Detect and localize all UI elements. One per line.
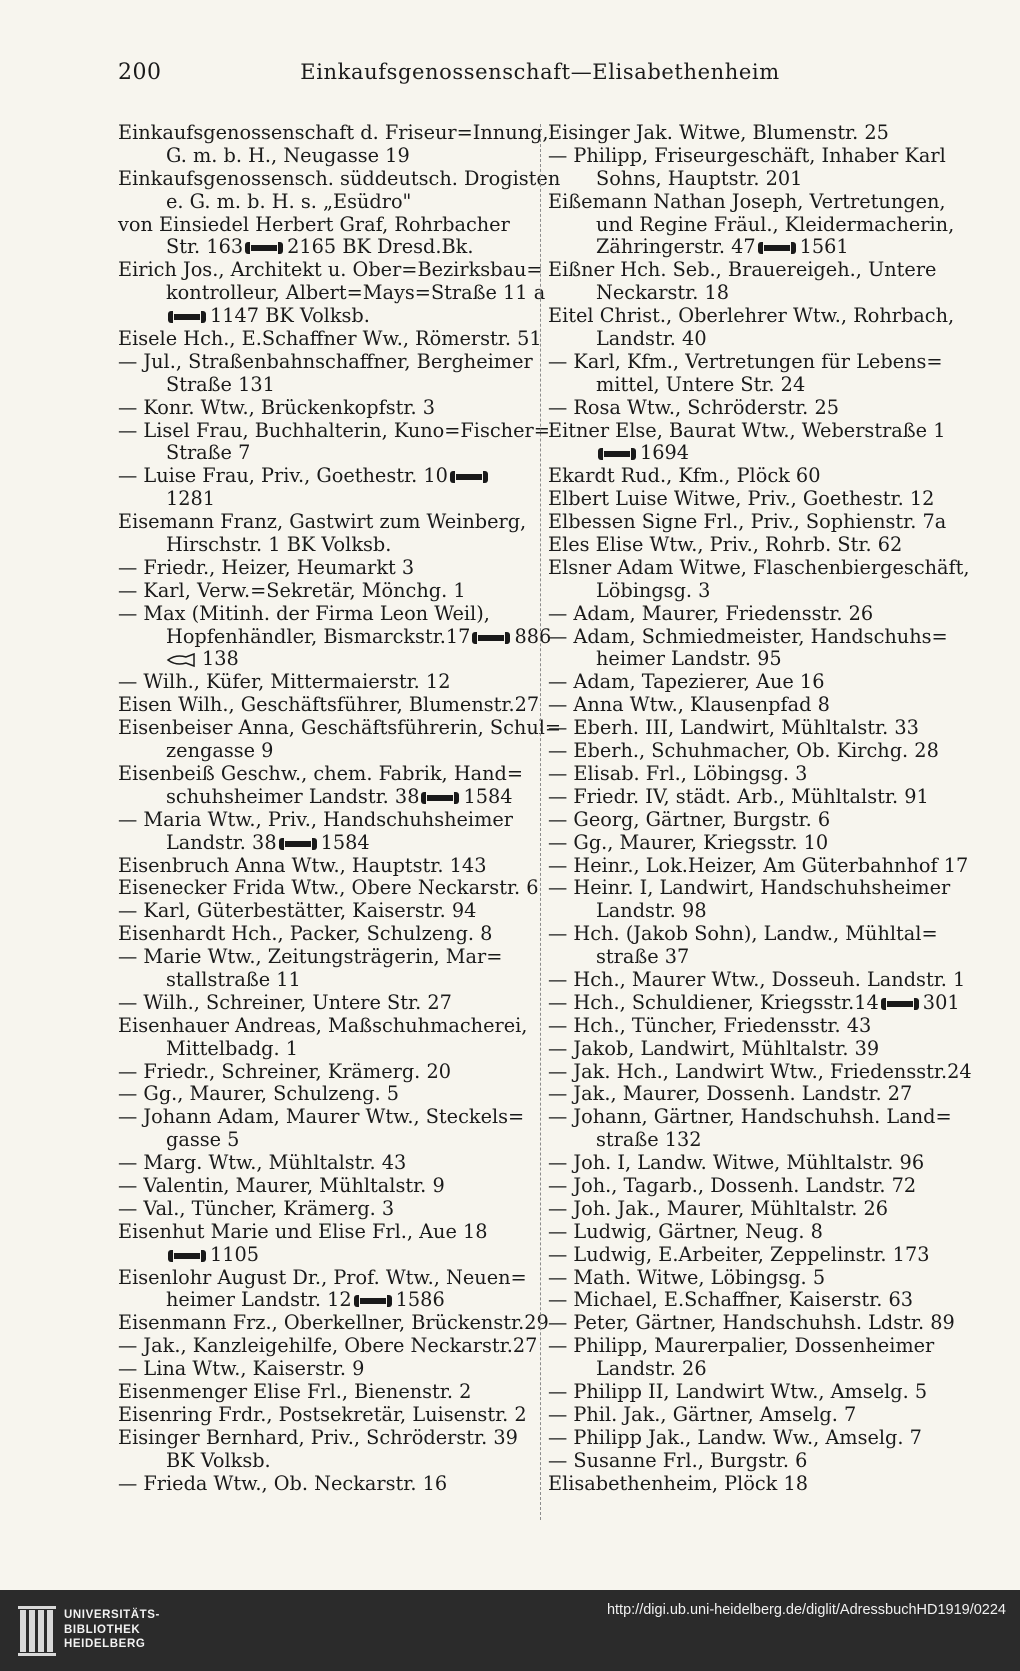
directory-entry-line [118,191,530,214]
entry-text: zengasse 9 [166,739,274,763]
entry-text: heimer Landstr. 12 [166,1288,352,1312]
directory-entry-line [118,534,530,557]
directory-entry-line [548,786,960,809]
entry-text: — Hch. (Jakob Sohn), Landw., Mühltal= [548,922,938,946]
entry-text: Elisabethenheim, Plöck 18 [548,1471,808,1495]
entry-text: — Karl, Güterbestätter, Kaiserstr. 94 [118,899,477,923]
directory-entry-line [118,716,562,740]
phone-number: 1584 [463,784,513,808]
directory-entry-line [548,191,960,214]
phone-number: 1584 [320,830,370,854]
entry-text: — Georg, Gärtner, Burgstr. 6 [548,807,831,831]
directory-entry-line [118,1015,530,1038]
directory-entry-line [118,145,530,168]
directory-entry-line [548,397,960,420]
directory-entry-line [548,305,960,328]
directory-entry-line [118,511,530,534]
directory-entry-line [548,1450,960,1473]
entry-text: — Michael, E.Schaffner, Kaiserstr. 63 [548,1288,913,1312]
telephone-icon [421,792,459,804]
entry-text: Eisemann Franz, Gastwirt zum Weinberg, [118,510,527,534]
directory-entry-line [118,1152,530,1175]
directory-entry-line [118,671,530,694]
entry-text: — Joh. Jak., Maurer, Mühltalstr. 26 [548,1196,889,1220]
entry-text: — Heinr., Lok.Heizer, Am Güterbahnhof 17 [548,853,969,877]
entry-text: — Maria Wtw., Priv., Handschuhsheimer [118,807,513,831]
entry-text: — Gg., Maurer, Schulzeng. 5 [118,1082,400,1106]
entry-text: Eisenbruch Anna Wtw., Hauptstr. 143 [118,853,487,877]
directory-entry-line [118,418,550,443]
entry-text: Eles Elise Wtw., Priv., Rohrb. Str. 62 [548,533,903,557]
directory-entry-line [548,809,960,832]
directory-entry-line [118,1198,530,1221]
directory-entry-line [118,1289,530,1312]
entry-text: — Philipp II, Landwirt Wtw., Amselg. 5 [548,1379,928,1403]
directory-entry-line [118,1404,530,1427]
directory-entry-line [118,488,530,511]
directory-entry-line [118,1106,530,1129]
directory-entry-line [548,1267,960,1290]
entry-text: Landstr. 26 [596,1357,707,1381]
entry-text: — Adam, Tapezierer, Aue 16 [548,670,825,694]
entry-text: — Philipp, Friseurgeschäft, Inhaber Karl [548,143,946,167]
directory-entry-line [548,420,960,443]
directory-entry-line [548,992,960,1015]
directory-entry-line [118,1221,530,1244]
directory-entry-line [118,855,530,878]
directory-entry-line [548,717,960,740]
directory-entry-line [118,763,530,786]
directory-entry-line [118,969,530,992]
entry-text: Eisinger Jak. Witwe, Blumenstr. 25 [548,121,889,144]
entry-text: 1281 [166,487,216,511]
entry-text: Str. 163 [166,235,244,259]
entry-text: — Jak. Hch., Landwirt Wtw., Friedensstr.24 [548,1059,972,1083]
phone-number: 2165 [287,235,337,259]
entry-text: — Joh., Tagarb., Dossenh. Landstr. 72 [548,1173,917,1197]
directory-entry-line [118,1061,530,1084]
entry-text: — Rosa Wtw., Schröderstr. 25 [548,395,839,419]
directory-entry-line [548,534,960,557]
directory-entry-line [548,1038,960,1061]
directory-entry-line [118,740,530,763]
directory-entry-line [548,1175,960,1198]
directory-entry-line [548,1083,960,1106]
telephone-icon [245,242,283,254]
directory-entry-line [118,258,543,282]
directory-entry-line [118,1473,530,1496]
entry-text: — Friedr. IV, städt. Arb., Mühltalstr. 91 [548,784,929,808]
entry-text: Eisenhauer Andreas, Maßschuhmacherei, [118,1013,528,1037]
entry-text: — Johann, Gärtner, Handschuhsh. Land= [548,1105,952,1129]
library-logo-icon [18,1604,58,1658]
entry-text: Eisenbeiß Geschw., chem. Fabrik, Hand= [118,761,524,785]
right-column [548,121,972,1495]
entry-text: — Philipp, Maurerpalier, Dossenheimer [548,1334,935,1358]
directory-entry-line [548,1427,960,1450]
entry-text: — Ludwig, E.Arbeiter, Zeppelinstr. 173 [548,1242,930,1266]
directory-entry-line [548,1244,960,1267]
entry-suffix: BK Dresd.Bk. [336,235,474,259]
entry-text: — Philipp Jak., Landw. Ww., Amselg. 7 [548,1425,922,1449]
directory-entry-line [548,763,960,786]
directory-entry-line [118,465,530,488]
directory-entry-line [118,1083,530,1106]
entry-text: — Lina Wtw., Kaiserstr. 9 [118,1357,365,1381]
directory-entry-line [548,1015,960,1038]
directory-entry-line [118,166,561,191]
entry-text: kontrolleur, Albert=Mays=Straße 11 a [166,281,546,305]
source-url-link[interactable]: http://digi.ub.uni-heidelberg.de/diglit/AdressbuchHD1919/0224 [606,1602,1006,1618]
directory-entry-line [548,214,960,237]
entry-text: Elbessen Signe Frl., Priv., Sophienstr. 7a [548,510,947,534]
directory-entry-line [548,122,960,145]
telephone-icon [881,998,919,1010]
entry-text: schuhsheimer Landstr. 38 [166,784,420,808]
directory-entry-line [548,145,960,168]
entry-text: — Gg., Maurer, Kriegsstr. 10 [548,830,829,854]
directory-entry-line [118,1267,530,1290]
telephone-icon [758,242,796,254]
entry-text: Straße 131 [166,372,275,396]
directory-entry-line [548,1198,960,1221]
entry-text: — Adam, Maurer, Friedensstr. 26 [548,601,874,625]
entry-text: Eisenbeiser Anna, Geschäftsführerin, Schul= [118,716,562,740]
entry-text: — Adam, Schmiedmeister, Handschuhs= [548,624,948,648]
entry-text: und Regine Fräul., Kleidermacherin, [596,212,955,236]
directory-entry-line [548,1221,960,1244]
phone-number: 1561 [799,235,849,259]
directory-entry-line [548,740,960,763]
entry-text: — Eberh., Schuhmacher, Ob. Kirchg. 28 [548,739,939,763]
entry-text: Eißner Hch. Seb., Brauereigeh., Untere [548,258,937,282]
directory-entry-line [118,992,530,1015]
library-name-line: UNIVERSITÄTS- [64,1609,160,1621]
directory-entry-line [118,1311,549,1335]
telephone-icon [450,471,488,483]
column-divider [540,124,541,1520]
phone-number: 886 [514,624,552,648]
entry-text: — Anna Wtw., Klausenpfad 8 [548,693,830,717]
directory-entry-line [548,1289,960,1312]
entry-text: Neckarstr. 18 [596,281,730,305]
entry-text: — Lisel Frau, Buchhalterin, Kuno=Fischer= [118,418,550,442]
directory-entry-line [118,1334,538,1358]
directory-entry-line [548,465,960,488]
entry-text: — Jul., Straßenbahnschaffner, Bergheimer [118,349,533,373]
library-name-line: BIBLIOTHEK [64,1623,141,1636]
directory-entry-line [548,671,960,694]
entry-text: Einkaufsgenossensch. süddeutsch. Drogisten [118,166,561,190]
directory-entry-line [548,1473,960,1496]
entry-text: straße 132 [596,1128,702,1152]
directory-entry-line [118,1129,530,1152]
entry-text: — Jak., Maurer, Dossenh. Landstr. 27 [548,1082,913,1106]
entry-text: — Val., Tüncher, Krämerg. 3 [118,1196,395,1220]
directory-entry-line [548,1381,960,1404]
entry-text: — Friedr., Heizer, Heumarkt 3 [118,555,415,579]
entry-text: Eißemann Nathan Joseph, Vertretungen, [548,189,946,213]
directory-entry-line [548,626,960,649]
entry-text: — Hch., Schuldiener, Kriegsstr.14 [548,990,879,1014]
entry-text: — Marg. Wtw., Mühltalstr. 43 [118,1151,407,1175]
directory-entry-line [118,442,530,465]
entry-text: Zähringerstr. 47 [596,235,756,259]
entry-text: Eisen Wilh., Geschäftsführer, Blumenstr.27 [118,693,540,717]
entry-text: straße 37 [596,945,690,969]
telephone-icon [472,632,510,644]
directory-entry-line [548,1152,960,1175]
entry-text: Eisenring Frdr., Postsekretär, Luisenstr. 2 [118,1402,527,1426]
entry-text: Eisele Hch., E.Schaffner Ww., Römerstr. 51 [118,327,542,351]
telephone-icon [279,838,317,850]
directory-entry-line [548,694,960,717]
directory-entry-line [548,259,960,282]
entry-text: — Math. Witwe, Löbingsg. 5 [548,1265,826,1289]
left-column [118,121,562,1495]
directory-entry-line [548,236,960,259]
phone-number: 1105 [210,1242,260,1266]
directory-entry-line [118,236,530,259]
entry-text: Landstr. 40 [596,327,707,351]
entry-text: mittel, Untere Str. 24 [596,372,806,396]
entry-text: Eisenhut Marie und Elise Frl., Aue 18 [118,1219,488,1243]
entry-text: — Hch., Tüncher, Friedensstr. 43 [548,1013,872,1037]
entry-text: — Karl, Kfm., Vertretungen für Lebens= [548,349,943,373]
directory-entry-line [548,282,960,305]
directory-entry-line [118,281,546,305]
entry-text: Ekardt Rud., Kfm., Plöck 60 [548,464,821,488]
entry-text: — Konr. Wtw., Brückenkopfstr. 3 [118,395,435,419]
entry-text: Landstr. 98 [596,899,707,923]
entry-text: — Jakob, Landwirt, Mühltalstr. 39 [548,1036,880,1060]
directory-entry-line [118,693,540,717]
directory-entry-line [118,1175,530,1198]
directory-entry-line [548,877,960,900]
directory-entry-line [548,648,960,671]
directory-entry-line [548,832,960,855]
entry-text: — Johann Adam, Maurer Wtw., Steckels= [118,1105,525,1129]
entry-text: — Wilh., Küfer, Mittermaierstr. 12 [118,670,451,694]
directory-entry-line [548,580,960,603]
phone-number: 301 [922,990,960,1014]
entry-text: Eisinger Bernhard, Priv., Schröderstr. 39 [118,1425,518,1449]
directory-entry-line [548,328,960,351]
entry-text: Eitel Christ., Oberlehrer Wtw., Rohrbach, [548,304,955,328]
entry-text: Eisenlohr August Dr., Prof. Wtw., Neuen= [118,1265,527,1289]
directory-entry-line [118,1244,530,1267]
telephone-icon [168,311,206,323]
entry-text: Eisenhardt Hch., Packer, Schulzeng. 8 [118,922,493,946]
directory-entry-line [548,900,960,923]
directory-entry-line [118,648,530,671]
directory-entry-line [548,555,970,580]
directory-entry-line [548,1312,960,1335]
directory-entry-line [548,351,960,374]
entry-text: Löbingsg. 3 [596,578,711,602]
entry-text: — Hch., Maurer Wtw., Dosseuh. Landstr. 1 [548,967,966,991]
entry-text: — Joh. I, Landw. Witwe, Mühltalstr. 96 [548,1151,925,1175]
page-header [118,60,962,94]
directory-entry-line [118,603,530,626]
entry-text: — Frieda Wtw., Ob. Neckarstr. 16 [118,1471,448,1495]
entry-text: — Friedr., Schreiner, Krämerg. 20 [118,1059,451,1083]
directory-entry-line [548,1059,972,1084]
directory-entry-line [548,1404,960,1427]
directory-entry-line [118,1427,530,1450]
directory-entry-line [118,624,552,649]
directory-entry-line [118,946,530,969]
directory-entry-line [118,1358,530,1381]
running-title: Einkaufsgenossenschaft—Elisabethenheim [300,60,780,84]
directory-entry-line [118,374,530,397]
entry-text: — Phil. Jak., Gärtner, Amselg. 7 [548,1402,857,1426]
entry-text: Sohns, Hauptstr. 201 [596,166,803,190]
directory-entry-line [548,967,966,992]
entry-text: — Luise Frau, Priv., Goethestr. 10 [118,464,448,488]
entry-text: gasse 5 [166,1128,240,1152]
entry-text: Hirschstr. 1 BK Volksb. [166,533,392,557]
directory-entry-line [548,1358,960,1381]
telephone-icon [598,448,636,460]
entry-text: BK Volksb. [166,1448,271,1472]
directory-entry-line [548,1129,960,1152]
directory-entry-line [548,946,960,969]
entry-text: Eirich Jos., Architekt u. Ober=Bezirksbau= [118,258,543,282]
entry-text: — Elisab. Frl., Löbingsg. 3 [548,761,808,785]
directory-entry-line [548,488,960,511]
page-number: 200 [118,60,162,85]
entry-text: e. G. m. b. H. s. „Esüdro" [166,189,412,213]
directory-entry-line [548,923,960,946]
directory-entry-line [118,214,530,237]
entry-text: — Susanne Frl., Burgstr. 6 [548,1448,808,1472]
entry-text: Elsner Adam Witwe, Flaschenbiergeschäft, [548,555,970,579]
directory-entry-line [118,1450,530,1473]
entry-text: Straße 7 [166,441,251,465]
directory-entry-line [118,923,530,946]
directory-entry-line [548,374,960,397]
entry-text: Eisenmenger Elise Frl., Bienenstr. 2 [118,1379,472,1403]
entry-suffix: BK Volksb. [259,304,370,328]
entry-text: — Ludwig, Gärtner, Neug. 8 [548,1219,823,1243]
directory-entry-line [118,349,533,374]
directory-entry-line [118,876,539,900]
footer-bar [0,1590,1020,1671]
entry-text: Mittelbadg. 1 [166,1036,299,1060]
directory-entry-line [118,832,530,855]
entry-text: — Peter, Gärtner, Handschuhsh. Ldstr. 89 [548,1311,955,1335]
entry-text: — Max (Mitinh. der Firma Leon Weil), [118,601,490,625]
entry-text: G. m. b. H., Neugasse 19 [166,143,410,167]
directory-entry-line [548,168,960,191]
entry-text: heimer Landstr. 95 [596,647,782,671]
directory-entry-line [118,786,530,809]
entry-text: — Marie Wtw., Zeitungsträgerin, Mar= [118,945,503,969]
entry-text: von Einsiedel Herbert Graf, Rohrbacher [118,212,510,236]
directory-entry-line [548,603,960,626]
directory-entry-line [548,853,969,878]
directory-entry-line [548,442,960,465]
entry-text: — Karl, Verw.=Sekretär, Mönchg. 1 [118,578,466,602]
entry-text: — Valentin, Maurer, Mühltalstr. 9 [118,1173,445,1197]
directory-entry-line [118,1038,530,1061]
entry-text: Landstr. 38 [166,830,277,854]
directory-entry-line [118,900,530,923]
entry-text: 138 [202,647,239,671]
entry-text: stallstraße 11 [166,967,301,991]
entry-text: Hopfenhändler, Bismarckstr.17 [166,624,471,648]
post-horn-icon [166,653,196,667]
telephone-icon [168,1250,206,1262]
entry-text: — Eberh. III, Landwirt, Mühltalstr. 33 [548,716,919,740]
library-name-line: HEIDELBERG [64,1638,146,1650]
entry-text: Eitner Else, Baurat Wtw., Weberstraße 1 [548,418,946,442]
phone-number: 1586 [395,1288,445,1312]
entry-text: — Heinr. I, Landwirt, Handschuhsheimer [548,876,951,900]
entry-text: Elbert Luise Witwe, Priv., Goethestr. 12 [548,487,935,511]
directory-entry-line [548,1106,960,1129]
directory-entry-line [118,305,530,328]
entry-text: — Wilh., Schreiner, Untere Str. 27 [118,990,452,1014]
entry-text: — Jak., Kanzleigehilfe, Obere Neckarstr.27 [118,1334,538,1358]
directory-entry-line [118,809,530,832]
directory-entry-line [118,121,549,145]
directory-entry-line [118,327,542,351]
directory-entry-line [548,511,960,534]
directory-entry-line [118,397,530,420]
phone-number: 1147 [210,304,260,328]
directory-entry-line [118,580,530,603]
directory-entry-line [118,557,530,580]
phone-number: 1694 [640,441,690,465]
entry-text: Eisenmann Frz., Oberkellner, Brückenstr.29 [118,1311,549,1335]
directory-entry-line [118,1381,530,1404]
entry-text: Eisenecker Frida Wtw., Obere Neckarstr. 6 [118,876,539,900]
library-name [64,1608,160,1652]
directory-entry-line [548,1335,960,1358]
entry-text: Einkaufsgenossenschaft d. Friseur=Innung, [118,121,549,144]
telephone-icon [354,1295,392,1307]
